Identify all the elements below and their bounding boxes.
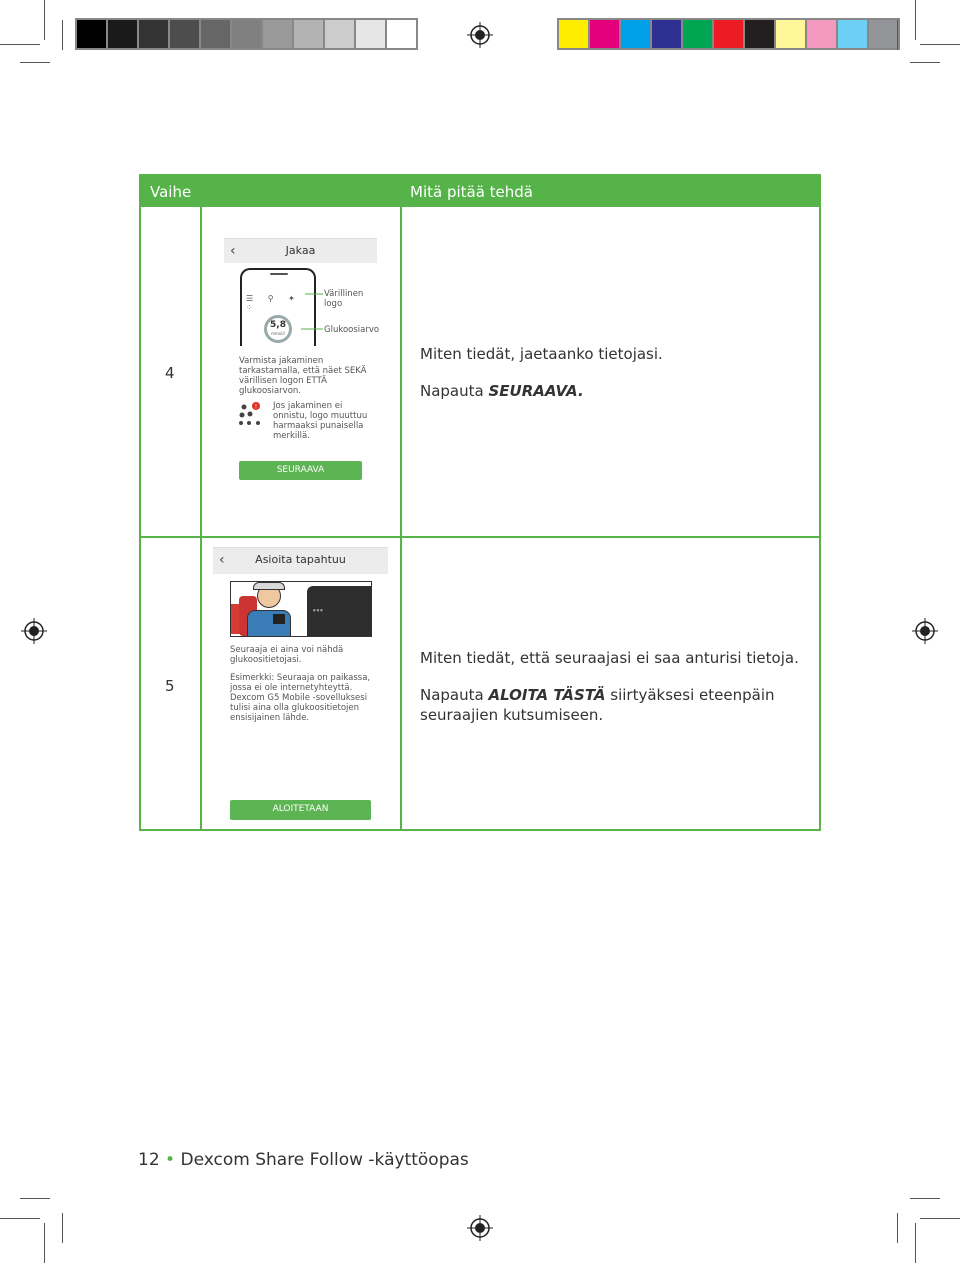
info-text-1: Seuraaja ei aina voi nähdä glukoositietojasi. xyxy=(230,645,344,665)
color-swatch xyxy=(557,18,590,50)
color-swatch xyxy=(683,18,714,50)
crop-mark xyxy=(910,1198,940,1199)
gray-swatch xyxy=(201,18,232,50)
color-swatch xyxy=(714,18,745,50)
crop-mark xyxy=(920,44,960,45)
phone-image: ● ● ● xyxy=(307,586,372,637)
crop-mark xyxy=(0,44,40,45)
crop-mark xyxy=(20,1198,50,1199)
footer-bullet: • xyxy=(165,1150,176,1170)
svg-text:!: ! xyxy=(254,403,258,411)
color-swatch-bar xyxy=(557,18,900,50)
registration-mark-icon xyxy=(467,1215,493,1241)
verify-text: Varmista jakaminen tarkastamalla, että näet SEKÄ värillisen logon ETTÄ glukoosiarvon. xyxy=(239,356,367,396)
step-5-line1: Miten tiedät, että seuraajasi ei saa anturisi tietoja. xyxy=(420,649,799,667)
glucose-unit: mmol/l xyxy=(271,331,285,336)
column-divider xyxy=(400,207,402,829)
gray-swatch xyxy=(170,18,201,50)
color-swatch xyxy=(838,18,869,50)
step-number: 5 xyxy=(165,677,175,695)
instruction-prefix: Napauta xyxy=(420,382,489,400)
gray-swatch xyxy=(75,18,108,50)
phone-image: ☰ ⚲ ✦ ⁘ 5,8 mmol/l xyxy=(240,268,316,346)
column-divider xyxy=(200,207,202,829)
header-step: Vaihe xyxy=(150,183,192,201)
color-swatch xyxy=(776,18,807,50)
info-text-2: Esimerkki: Seuraaja on paikassa, jossa ei ole internetyhteyttä. Dexcom G5 Mobile -sovelluksesi tulisi aina olla glukoositietojen ensisijainen lähde. xyxy=(230,673,371,723)
gray-swatch-bar xyxy=(75,18,418,50)
gray-logo-icon xyxy=(238,401,264,427)
registration-mark-icon xyxy=(467,22,493,48)
label-logo: Värillinen logo xyxy=(324,289,364,309)
gray-swatch xyxy=(232,18,263,50)
crop-mark xyxy=(897,20,898,50)
crop-mark xyxy=(44,0,45,40)
instruction-emphasis: ALOITA TÄSTÄ xyxy=(488,686,606,704)
crop-mark xyxy=(0,1218,40,1219)
crop-mark xyxy=(62,1213,63,1243)
app-bar xyxy=(213,547,388,574)
seuraava-button[interactable]: SEURAAVA xyxy=(239,461,362,480)
app-bar xyxy=(224,238,377,263)
label-glucose: Glukoosiarvo xyxy=(324,325,380,335)
screen-title: Jakaa xyxy=(285,244,316,257)
glucose-drop-icon xyxy=(264,315,292,343)
color-swatch xyxy=(745,18,776,50)
crop-mark xyxy=(62,20,63,50)
gray-swatch xyxy=(294,18,325,50)
crop-mark xyxy=(20,62,50,63)
gray-swatch xyxy=(356,18,387,50)
step-4-line2 xyxy=(420,381,584,401)
step-5-line2 xyxy=(420,685,780,725)
page-footer xyxy=(138,1150,469,1170)
gray-swatch xyxy=(108,18,139,50)
crop-mark xyxy=(910,62,940,63)
color-swatch xyxy=(652,18,683,50)
steps-table xyxy=(139,174,821,831)
step-number: 4 xyxy=(165,364,175,382)
crop-mark xyxy=(915,0,916,40)
back-chevron-icon: ‹ xyxy=(219,552,225,568)
back-chevron-icon: ‹ xyxy=(230,243,236,259)
table-header xyxy=(141,176,819,207)
aloitetaan-button[interactable]: ALOITETAAN xyxy=(230,800,371,820)
hiker-illustration xyxy=(230,581,372,637)
instruction-suffix: siirtyäksesi eteenpäin seuraajien kutsumiseen. xyxy=(420,686,775,724)
color-swatch xyxy=(869,18,900,50)
color-swatch xyxy=(621,18,652,50)
color-swatch xyxy=(807,18,838,50)
color-swatch xyxy=(590,18,621,50)
callout-lines xyxy=(301,286,326,336)
header-what: Mitä pitää tehdä xyxy=(410,183,534,201)
step-4-line1: Miten tiedät, jaetaanko tietojasi. xyxy=(420,345,663,363)
crop-mark xyxy=(897,1213,898,1243)
gray-swatch xyxy=(139,18,170,50)
glucose-value: 5,8 xyxy=(270,320,286,330)
fail-text: Jos jakaminen ei onnistu, logo muuttuu harmaaksi punaisella merkillä. xyxy=(273,401,368,441)
crop-mark xyxy=(44,1223,45,1263)
row-divider xyxy=(141,536,819,538)
gray-swatch xyxy=(325,18,356,50)
registration-mark-icon xyxy=(21,618,47,644)
screen-title: Asioita tapahtuu xyxy=(255,553,346,566)
document-title: Dexcom Share Follow -käyttöopas xyxy=(180,1150,469,1170)
instruction-prefix: Napauta xyxy=(420,686,489,704)
gray-swatch xyxy=(263,18,294,50)
registration-mark-icon xyxy=(912,618,938,644)
page-number: 12 xyxy=(138,1150,160,1170)
crop-mark xyxy=(920,1218,960,1219)
gray-swatch xyxy=(387,18,418,50)
instruction-emphasis: SEURAAVA. xyxy=(488,382,584,400)
crop-mark xyxy=(915,1223,916,1263)
